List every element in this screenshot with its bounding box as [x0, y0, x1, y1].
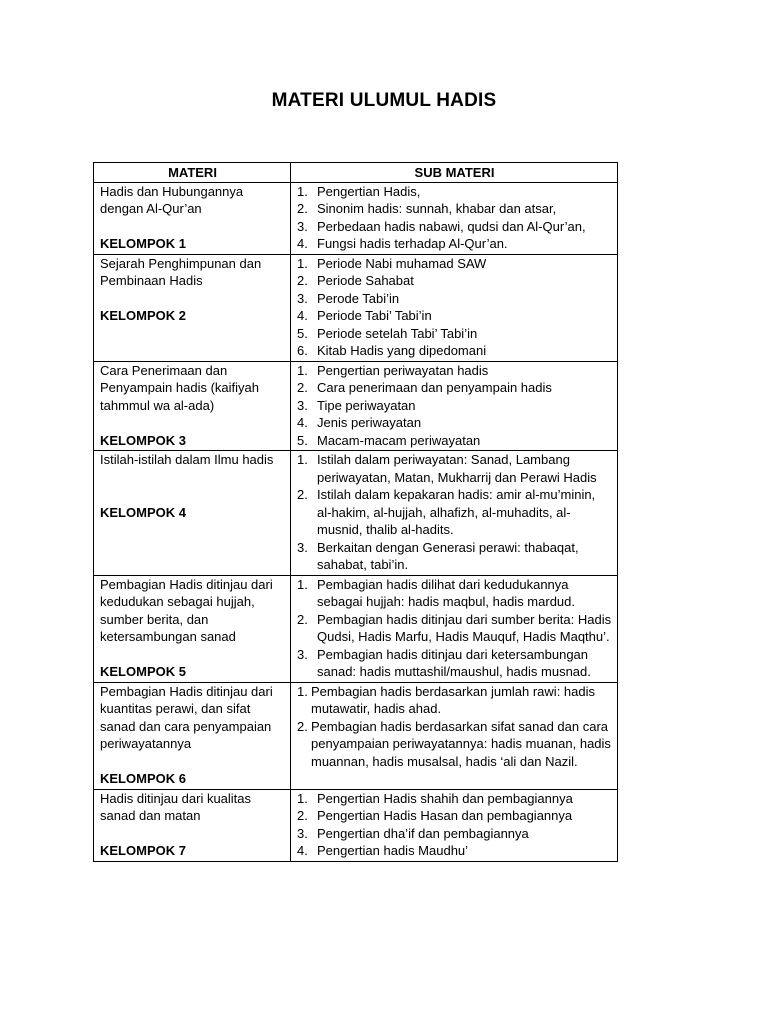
sub-materi-cell	[291, 451, 618, 576]
list-number: 2.	[297, 487, 308, 502]
list-item-text: Periode setelah Tabi’ Tabi’in	[317, 325, 478, 341]
table-row	[94, 575, 618, 682]
document-title: MATERI ULUMUL HADIS	[271, 90, 497, 111]
list-number: 1.	[297, 452, 308, 467]
list-number: 2.	[297, 201, 308, 216]
list-item-text: Perbedaan hadis nabawi, qudsi dan Al-Qur’an,	[317, 218, 586, 234]
list-item-text: Periode Sahabat	[317, 273, 414, 288]
list-item	[297, 200, 612, 218]
table-row	[94, 361, 618, 451]
list-item-text: Pengertian dha’if dan pembagiannya	[317, 825, 529, 841]
list-item-text: Pengertian hadis Maudhu’	[317, 843, 469, 858]
materi-text: Pembagian Hadis ditinjau dari kedudukan sebagai hujjah, sumber berita, dan ketersambungan sanad	[100, 576, 273, 644]
materi-text: Istilah-istilah dalam Ilmu hadis	[100, 452, 274, 467]
list-item	[297, 807, 612, 825]
table-row	[94, 682, 618, 789]
list-item	[297, 183, 612, 201]
list-number: 2.	[297, 611, 308, 627]
list-item-text: Pembagian hadis ditinjau dari sumber berita: Hadis Qudsi, Hadis Marfu, Hadis Mauquf, Hadis Maqthu’.	[317, 611, 612, 644]
sub-materi-cell	[291, 182, 618, 254]
kelompok-label: KELOMPOK 4	[100, 504, 186, 520]
list-number: 1.	[297, 790, 308, 806]
list-item	[297, 325, 612, 343]
materi-table	[93, 162, 618, 862]
sub-materi-cell	[291, 361, 618, 451]
list-item	[297, 825, 612, 843]
list-item-text: Periode Tabi’ Tabi’in	[317, 308, 432, 323]
materi-cell	[94, 575, 291, 682]
list-number: 3.	[297, 825, 308, 841]
table-row	[94, 182, 618, 254]
header-sub-materi: SUB MATERI	[291, 163, 618, 183]
list-item	[297, 414, 612, 432]
list-item	[297, 235, 612, 253]
list-item	[297, 539, 612, 574]
list-number: 1.	[297, 576, 308, 592]
kelompok-label: KELOMPOK 5	[100, 664, 186, 679]
materi-cell	[94, 361, 291, 451]
table-row	[94, 789, 618, 861]
list-item-text: Kitab Hadis yang dipedomani	[317, 343, 487, 358]
sub-materi-list	[297, 576, 612, 681]
list-item	[297, 307, 612, 325]
sub-materi-list	[297, 790, 612, 860]
list-item	[297, 611, 612, 646]
kelompok-label: KELOMPOK 1	[100, 236, 186, 251]
materi-text: Hadis dan Hubungannya dengan Al-Qur’an	[100, 183, 244, 216]
list-number: 4.	[297, 415, 308, 430]
materi-text: Sejarah Penghimpunan dan Pembinaan Hadis	[100, 255, 262, 288]
list-item-text: Pengertian periwayatan hadis	[317, 362, 489, 378]
list-item-text: Pengertian Hadis Hasan dan pembagiannya	[317, 808, 573, 823]
sub-materi-list	[297, 451, 612, 574]
materi-cell	[94, 682, 291, 789]
materi-text: Pembagian Hadis ditinjau dari kuantitas perawi, dan sifat sanad dan cara penyampaian periwayatannya	[100, 683, 273, 751]
list-item	[297, 718, 612, 771]
list-number: 4.	[297, 308, 308, 323]
header-materi: MATERI	[94, 163, 291, 183]
list-item-text: Pembagian hadis dilihat dari kedudukannya sebagai hujjah: hadis maqbul, hadis mardud.	[317, 576, 576, 609]
list-item	[297, 379, 612, 397]
list-number: 1.	[297, 362, 308, 378]
materi-cell	[94, 254, 291, 361]
list-number: 1.	[297, 683, 308, 699]
list-number: 5.	[297, 432, 308, 448]
list-item-text: Perode Tabi’in	[317, 290, 400, 306]
sub-materi-cell	[291, 682, 618, 789]
list-number: 3.	[297, 218, 308, 234]
kelompok-label: KELOMPOK 7	[100, 843, 186, 858]
sub-materi-list	[297, 683, 612, 771]
list-number: 2.	[297, 380, 308, 395]
list-item	[297, 397, 612, 415]
materi-cell	[94, 182, 291, 254]
list-item	[297, 362, 612, 380]
list-number: 1.	[297, 255, 308, 271]
kelompok-label: KELOMPOK 6	[100, 771, 186, 786]
kelompok-label: KELOMPOK 2	[100, 308, 186, 323]
list-item-text: Pembagian hadis berdasarkan sifat sanad dan cara penyampaian periwayatannya: hadis muanan, hadis muannan, hadis musalsal, hadis ‘ali dan Nazil.	[311, 718, 611, 769]
sub-materi-list	[297, 255, 612, 360]
list-item	[297, 218, 612, 236]
list-item	[297, 432, 612, 450]
sub-materi-list	[297, 362, 612, 450]
list-item-text: Macam-macam periwayatan	[317, 432, 481, 448]
table-row	[94, 451, 618, 576]
list-item-text: Periode Nabi muhamad SAW	[317, 255, 487, 271]
table-row	[94, 254, 618, 361]
list-item	[297, 451, 612, 486]
list-item-text: Tipe periwayatan	[317, 397, 416, 413]
list-item	[297, 683, 612, 718]
list-number: 2.	[297, 273, 308, 288]
list-number: 3.	[297, 646, 308, 662]
list-number: 2.	[297, 808, 308, 823]
list-item-text: Pengertian Hadis shahih dan pembagiannya	[317, 790, 573, 806]
list-item-text: Berkaitan dengan Generasi perawi: thabaqat, sahabat, tabi’in.	[317, 539, 579, 572]
list-number: 6.	[297, 343, 308, 358]
list-number: 1.	[297, 183, 308, 199]
list-item-text: Istilah dalam kepakaran hadis: amir al-mu’minin, al-hakim, al-hujjah, alhafizh, al-muhadits, al-musnid, thalib al-hadits.	[317, 487, 596, 537]
materi-text: Cara Penerimaan dan Penyampain hadis (kaifiyah tahmmul wa al-ada)	[100, 362, 259, 413]
list-item	[297, 790, 612, 808]
list-item-text: Pengertian Hadis,	[317, 183, 421, 199]
list-item	[297, 272, 612, 290]
list-item-text: Fungsi hadis terhadap Al-Qur’an.	[317, 236, 508, 251]
list-item-text: Pembagian hadis ditinjau dari ketersambungan sanad: hadis muttashil/maushul, hadis musnad.	[317, 646, 591, 679]
list-item	[297, 290, 612, 308]
list-number: 4.	[297, 843, 308, 858]
kelompok-label: KELOMPOK 3	[100, 432, 186, 448]
list-item	[297, 342, 612, 360]
table-header-row	[94, 163, 618, 183]
list-item-text: Pembagian hadis berdasarkan jumlah rawi: hadis mutawatir, hadis ahad.	[311, 683, 595, 716]
list-item	[297, 486, 612, 539]
list-number: 5.	[297, 325, 308, 341]
sub-materi-cell	[291, 575, 618, 682]
list-item-text: Istilah dalam periwayatan: Sanad, Lambang periwayatan, Matan, Mukharrij dan Perawi Hadis	[317, 452, 597, 485]
list-item-text: Jenis periwayatan	[317, 415, 422, 430]
list-item	[297, 255, 612, 273]
list-item-text: Cara penerimaan dan penyampain hadis	[317, 380, 552, 395]
list-item	[297, 842, 612, 860]
sub-materi-list	[297, 183, 612, 253]
sub-materi-cell	[291, 254, 618, 361]
sub-materi-cell	[291, 789, 618, 861]
list-number: 3.	[297, 290, 308, 306]
list-number: 2.	[297, 718, 308, 734]
materi-text: Hadis ditinjau dari kualitas sanad dan matan	[100, 790, 252, 823]
list-item	[297, 646, 612, 681]
list-item-text: Sinonim hadis: sunnah, khabar dan atsar,	[317, 201, 557, 216]
list-number: 3.	[297, 397, 308, 413]
materi-cell	[94, 789, 291, 861]
list-item	[297, 576, 612, 611]
list-number: 4.	[297, 236, 308, 251]
materi-cell	[94, 451, 291, 576]
list-number: 3.	[297, 539, 308, 555]
